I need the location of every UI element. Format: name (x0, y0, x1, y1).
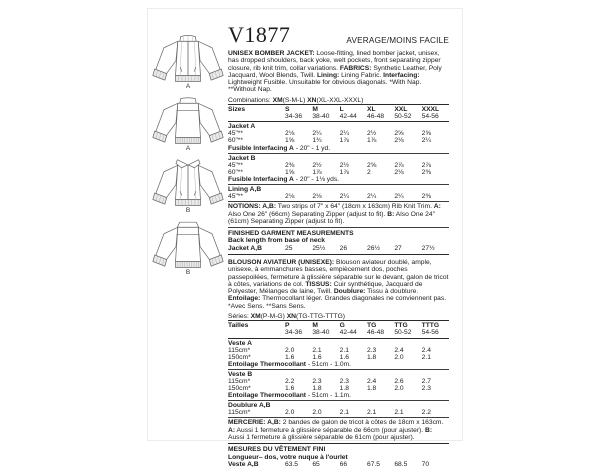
notions-a-lead: A: (433, 203, 441, 211)
entoilage-note-text: - 51cm - 1.0m. (306, 360, 351, 368)
yardage-cell: 1.6 (339, 353, 349, 361)
size-range-row (228, 113, 449, 122)
size-range-row (228, 329, 449, 338)
english-yardage-table (228, 104, 449, 202)
entoilage-note (228, 361, 449, 370)
notions-b-lead: B: (387, 210, 395, 218)
width-label: 115cm* (228, 378, 251, 386)
yardage-cell: 2⅞ (421, 161, 431, 169)
range-cell: 50-52 (394, 329, 421, 338)
size-col: TTTG (422, 321, 449, 330)
yardage-cell: 1⅞ (366, 137, 377, 145)
jacket-b-back-line-art (151, 217, 225, 269)
view-b-front-label: B (185, 207, 191, 214)
yardage-cell: 2⅜ (285, 161, 295, 169)
section-row (228, 338, 449, 347)
section-label: Veste B (228, 369, 449, 378)
mercerie-a-text: Aussi 1 fermeture à glissière séparable de 66cm (pour ajuster). (235, 426, 426, 434)
measurement-cell: 68.5 (394, 460, 408, 468)
section-label: Doublure A,B (228, 401, 449, 410)
yardage-cell: 2⅝ (421, 130, 431, 138)
yardage-row (228, 378, 449, 385)
mercerie-b-text: Aussi 1 fermeture à glissière séparable de 61cm (pour ajuster). (228, 434, 415, 442)
size-col: L (340, 105, 367, 114)
finished-measurements-heading: FINISHED GARMENT MEASUREMENTS (228, 230, 354, 238)
width-label: 150cm* (228, 353, 251, 361)
pattern-info-column (228, 9, 462, 468)
interfacing-text: Lightweight Fusible. Unsuitable for obvious diagonals. *With Nap. **Without Nap. (228, 79, 422, 94)
yardage-cell: 2.0 (394, 353, 404, 361)
doublure-lead: Doublure: (333, 288, 366, 296)
size-col: XXL (394, 105, 421, 114)
yardage-cell: 2⅞ (394, 161, 404, 169)
series-xm: XM (250, 313, 261, 321)
measurement-cell: 27 (394, 244, 402, 252)
measurement-cell: 70 (421, 460, 430, 468)
yardage-cell: 1.6 (285, 385, 295, 393)
measurement-cell: 25 (285, 244, 293, 252)
notions-text: Two strips of 7" x 64" (18cm x 163cm) Rib Knit Trim. (276, 203, 434, 211)
yardage-cell: 2⅝ (394, 130, 404, 138)
range-cell: 38-40 (312, 329, 339, 338)
empty-cell (228, 113, 285, 122)
desc-lead: UNISEX BOMBER JACKET: (228, 50, 315, 57)
measurement-cell: 26½ (366, 244, 381, 252)
section-row (228, 401, 449, 410)
interfacing-note-text: - 20" - 1 yd. (293, 144, 331, 152)
jacket-a-back-figure (151, 93, 225, 152)
section-row (228, 153, 449, 162)
difficulty-label: AVERAGE/MOINS FACILE (346, 35, 449, 45)
width-label: 45"** (228, 161, 244, 169)
width-label: 60"** (228, 137, 244, 145)
measurement-row-label: Veste A,B (228, 460, 259, 468)
yardage-row (228, 130, 449, 137)
size-col: G (340, 321, 367, 330)
back-length-heading: Back length from base of neck (228, 237, 325, 245)
range-cell: 54-56 (422, 329, 449, 338)
range-cell: 42-44 (340, 329, 367, 338)
yardage-cell: 2.0 (394, 385, 404, 393)
title-row (228, 22, 449, 47)
range-cell: 42-44 (340, 113, 367, 122)
size-col: S (285, 105, 312, 114)
yardage-row (228, 409, 449, 418)
combo-xn: XN (307, 96, 317, 104)
pattern-envelope-back (147, 8, 463, 468)
yardage-row (228, 137, 449, 144)
section-row (228, 185, 449, 194)
section-row (228, 369, 449, 378)
yardage-cell: 2.1 (312, 346, 322, 354)
fabrics-lead: FABRICS: (339, 64, 372, 72)
yardage-cell: 2.3 (339, 378, 349, 386)
interfacing-note (228, 145, 449, 154)
yardage-cell: 1.8 (366, 353, 377, 361)
entoilage-note-row (228, 392, 449, 401)
entoilage-text: Thermocollant léger. Grandes diagonales ne conviennent pas. *Avec Sens. **Sans Sens. (228, 295, 447, 310)
yardage-cell: 2.1 (339, 346, 349, 354)
entoilage-note-row (228, 361, 449, 370)
range-cell: 50-52 (394, 113, 421, 122)
yardage-cell: 2.6 (394, 378, 404, 386)
width-label: 150cm* (228, 385, 251, 393)
yardage-cell: 1⅞ (339, 137, 349, 145)
yardage-cell: 2.2 (422, 409, 449, 418)
jacket-a-back-line-art (151, 93, 225, 145)
notions-lead: NOTIONS: A,B: (228, 203, 277, 211)
combinations-line (228, 97, 449, 104)
measurement-cell: 65 (312, 460, 320, 468)
yardage-cell: 2⅛ (312, 193, 339, 202)
yardage-cell: 2.4 (394, 346, 404, 354)
range-cell: 34-36 (285, 113, 312, 122)
interfacing-note-text: - 20" - 1⅛ yds. (293, 175, 340, 183)
yardage-cell: 2¼ (421, 137, 431, 145)
mercerie-a-lead: A: (228, 426, 236, 434)
view-a-front-label: A (185, 83, 191, 90)
finished-measurements-table-en (228, 245, 449, 252)
yardage-cell: 2.1 (340, 409, 367, 418)
series-line (228, 313, 449, 320)
yardage-cell: 2.0 (312, 409, 339, 418)
yardage-cell: 1.6 (312, 353, 322, 361)
tailles-header: Tailles (228, 321, 285, 330)
finished-measurements-fr (228, 446, 449, 468)
width-label: 115cm* (228, 409, 285, 418)
yardage-cell: 2.1 (367, 409, 394, 418)
size-col: XL (367, 105, 394, 114)
mercerie-b-lead: B: (425, 426, 433, 434)
measurement-cell: 26 (339, 244, 348, 252)
range-cell: 46-48 (367, 329, 394, 338)
yardage-cell: 2.0 (285, 346, 295, 354)
entoilage-note-text: - 51cm - 1.1m. (306, 392, 351, 400)
yardage-cell: 2⅛ (394, 137, 404, 145)
combo-xm: XM (272, 96, 283, 104)
range-cell: 54-56 (422, 113, 449, 122)
sizes-header: Sizes (228, 105, 285, 114)
yardage-cell: 2⅛ (285, 130, 295, 138)
longueur-heading: Longueur– dos, votre nuque à l'ourlet (228, 453, 348, 461)
entoilage-note-lead: Entoilage Thermocollant (228, 360, 307, 368)
yardage-cell: 2.1 (394, 409, 421, 418)
yardage-row (228, 347, 449, 354)
combo-xn-sizes: (XL-XXL-XXXL) (316, 96, 364, 104)
yardage-cell: 1⅝ (285, 168, 295, 176)
range-cell: 38-40 (312, 113, 339, 122)
entoilage-note-lead: Entoilage Thermocollant (228, 392, 307, 400)
lining-lead: Lining: (316, 71, 340, 79)
yardage-row (228, 385, 449, 392)
yardage-cell: 2.4 (421, 346, 431, 354)
blouson-lead: BLOUSON AVIATEUR (UNISEXE): (228, 258, 335, 266)
series-label: Séries: (228, 313, 251, 321)
mercerie-paragraph (228, 419, 449, 444)
mercerie-text: 2 bandes de galon de tricot à côtes de 18cm x 163cm. (280, 419, 444, 427)
notions-paragraph (228, 203, 449, 228)
mesures-heading: MESURES DU VÊTEMENT FINI (228, 446, 326, 454)
yardage-cell: 2¼ (394, 193, 421, 202)
yardage-cell: 2.0 (285, 409, 312, 418)
measurement-cell: 67.5 (366, 460, 381, 468)
interfacing-note-lead: Fusible Interfacing A (228, 144, 294, 152)
view-b-back-label: B (185, 269, 191, 276)
yardage-row (228, 354, 449, 361)
size-header-row (228, 321, 449, 330)
yardage-cell: 1⅞ (339, 168, 349, 176)
yardage-cell: 2.3 (312, 378, 322, 386)
garment-illustrations-column (148, 9, 228, 440)
combinations-label: Combinations: (228, 96, 273, 104)
yardage-row (228, 169, 449, 176)
measurement-cell: 63.5 (285, 460, 299, 468)
yardage-cell: 2.2 (285, 378, 295, 386)
jacket-a-front-line-art (151, 31, 225, 83)
combo-xm-sizes: (S-M-L) (282, 96, 308, 104)
yardage-cell: 2⅜ (422, 193, 449, 202)
section-label: Jacket B (228, 153, 449, 162)
yardage-cell: 2¼ (312, 130, 322, 138)
yardage-cell: 1.8 (339, 385, 349, 393)
yardage-cell: 2¼ (340, 193, 367, 202)
section-label: Veste A (228, 339, 252, 347)
measurement-row-label: Jacket A,B (228, 244, 262, 252)
interfacing-note (228, 176, 449, 185)
blouson-text: Blouson aviateur doublé, ample, unisexe, à emmanchures basses, empiècement dos, poches passepoilées, fermeture à glissière séparable sur le devant, galon de tricot à côtes, variations de col. (228, 258, 449, 288)
yardage-cell: 2⅛ (285, 193, 312, 202)
yardage-cell: 2 (366, 168, 371, 176)
yardage-cell: 2⅝ (366, 161, 377, 169)
pattern-number: V1877 (228, 22, 291, 47)
jacket-b-back-figure (151, 217, 225, 276)
english-description (228, 50, 449, 94)
size-col: XXXL (422, 105, 449, 114)
yardage-cell: 2.1 (421, 353, 431, 361)
width-label: 45"** (228, 193, 285, 202)
size-col: TG (367, 321, 394, 330)
series-xn-sizes: (TG-TTG-TTTG) (296, 313, 346, 321)
yardage-cell: 2½ (339, 161, 349, 169)
yardage-cell: 2⅛ (394, 168, 404, 176)
yardage-cell: 1⅝ (285, 137, 295, 145)
interfacing-lead: Interfacing: (383, 71, 420, 79)
yardage-cell: 2.4 (366, 378, 377, 386)
finished-measurements-table-fr (228, 461, 449, 468)
size-col: P (285, 321, 312, 330)
series-xm-sizes: (P-M-G) (260, 313, 287, 321)
measurement-cell: 66 (339, 460, 348, 468)
yardage-cell: 2½ (366, 130, 377, 138)
interfacing-note-lead: Fusible Interfacing A (228, 175, 294, 183)
measurement-row (228, 461, 449, 468)
series-xn: XN (286, 313, 296, 321)
jacket-b-front-figure (151, 155, 225, 214)
desc-text: Loose-fitting, lined bomber jacket, unisex, has dropped shoulders, back yoke, welt pockets, front separating zipper closure, rib knit trim, collar variations. (228, 50, 441, 72)
empty-cell (228, 329, 285, 338)
entoilage-lead: Entoilage: (228, 295, 261, 303)
doublure-text: Tissu à doublure. (365, 288, 419, 296)
yardage-cell: 2.3 (366, 346, 377, 354)
tissus-lead: TISSUS: (305, 280, 332, 288)
yardage-cell: 2½ (312, 161, 322, 169)
entoilage-note (228, 392, 449, 401)
yardage-cell: 2¼ (367, 193, 394, 202)
section-row (228, 122, 449, 131)
finished-measurements-en (228, 230, 449, 255)
interfacing-note-row (228, 176, 449, 185)
interfacing-note-row (228, 145, 449, 154)
range-cell: 34-36 (285, 329, 312, 338)
yardage-cell: 1.8 (366, 385, 377, 393)
measurement-cell: 25½ (312, 244, 326, 252)
size-col: M (312, 321, 339, 330)
lining-text: Lining Fabric. (339, 71, 384, 79)
yardage-cell: 1.6 (285, 353, 295, 361)
mercerie-lead: MERCERIE: A,B: (228, 419, 281, 427)
yardage-cell: 1⅞ (312, 168, 322, 176)
french-yardage-table (228, 320, 449, 418)
yardage-cell: 2¼ (339, 130, 349, 138)
yardage-row (228, 162, 449, 169)
measurement-cell: 27½ (421, 244, 435, 252)
jacket-a-front-figure (151, 31, 225, 90)
fabrics-text: Synthetic Leather, Poly Jacquard, Wool Blends, Twill. (228, 64, 442, 79)
size-col: M (312, 105, 339, 114)
view-a-back-label: A (185, 145, 191, 152)
tissus-text: Cuir synthétique, Jacquard de Polyester, Mélanges de laine, Twill. (228, 280, 423, 296)
yardage-row (228, 193, 449, 202)
section-label: Jacket A (228, 123, 256, 131)
measurement-row (228, 245, 449, 252)
range-cell: 46-48 (367, 113, 394, 122)
size-col: TTG (394, 321, 421, 330)
section-label: Lining A,B (228, 185, 449, 194)
yardage-cell: 1.8 (312, 385, 322, 393)
yardage-cell: 2.3 (421, 385, 431, 393)
size-header-row (228, 105, 449, 114)
yardage-cell: 1¾ (312, 137, 322, 145)
notions-a-text: Also One 26" (66cm) Separating Zipper (adjust to fit). (228, 210, 388, 218)
width-label: 115cm* (228, 346, 251, 354)
french-description (228, 259, 449, 310)
width-label: 45"** (228, 130, 244, 138)
jacket-b-front-line-art (151, 155, 225, 207)
notions-b-text: Also One 24" (61cm) Separating Zipper (adjust to fit). (228, 210, 435, 225)
yardage-cell: 2.7 (421, 378, 431, 386)
yardage-cell: 2⅜ (421, 168, 431, 176)
width-label: 60"** (228, 168, 244, 176)
